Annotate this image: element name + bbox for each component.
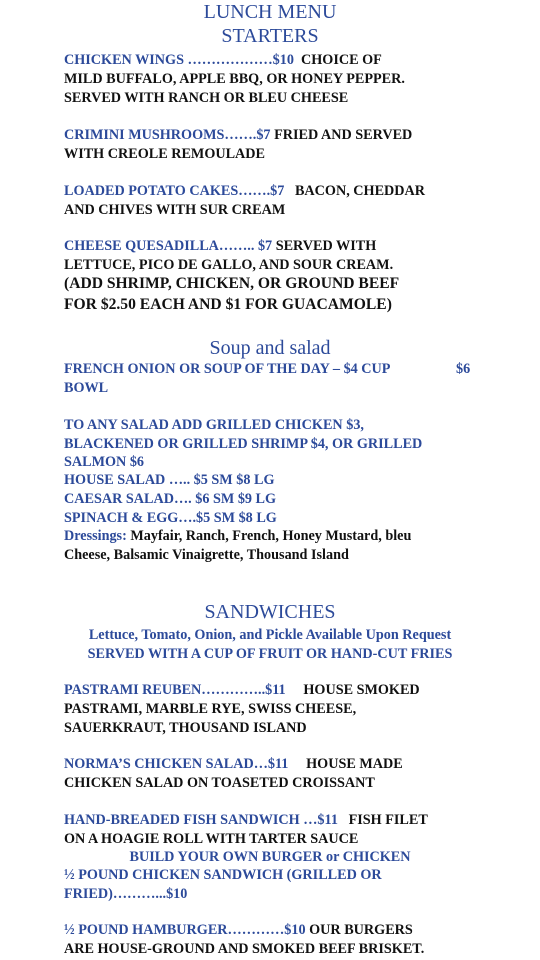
item-description: SERVED WITH RANCH OR BLEU CHEESE: [64, 90, 349, 106]
item-description: AND CHIVES WITH SUR CREAM: [64, 202, 286, 218]
item-name-price: LOADED POTATO CAKES…….$7: [64, 183, 285, 199]
menu-item-loaded-potato-cakes: [64, 182, 425, 200]
sandwiches-note: Lettuce, Tomato, Onion, and Pickle Available Upon Request: [88, 627, 452, 643]
dressings-label: Dressings:: [64, 528, 127, 544]
menu-item-crimini-mushrooms: [64, 126, 412, 144]
item-description: HOUSE MADE: [306, 756, 403, 772]
dressings-list: Mayfair, Ranch, French, Honey Mustard, bleu: [130, 528, 412, 544]
menu-item-cheese-quesadilla: [64, 237, 376, 255]
build-your-own-heading: BUILD YOUR OWN BURGER or CHICKEN: [129, 849, 411, 865]
soup-bowl-price: $6: [456, 361, 471, 377]
item-name-price: HAND-BREADED FISH SANDWICH …$11: [64, 812, 338, 828]
salad-item: HOUSE SALAD ….. $5 SM $8 LG: [64, 472, 275, 488]
item-name-price: NORMA’S CHICKEN SALAD…$11: [64, 756, 289, 772]
chicken-sandwich-line: ½ POUND CHICKEN SANDWICH (GRILLED OR: [64, 867, 382, 883]
item-description: ON A HOAGIE ROLL WITH TARTER SAUCE: [64, 831, 359, 847]
item-name-price: CRIMINI MUSHROOMS…….$7: [64, 127, 271, 143]
sandwiches-note: SERVED WITH A CUP OF FRUIT OR HAND-CUT FRIES: [87, 646, 453, 662]
menu-item-normas-chicken-salad: [64, 755, 403, 773]
salad-add-on: SALMON $6: [64, 454, 145, 470]
chicken-sandwich-line: FRIED)………...$10: [64, 886, 188, 902]
salad-add-on: TO ANY SALAD ADD GRILLED CHICKEN $3,: [64, 417, 364, 433]
soup-salad-heading: Soup and salad: [209, 337, 331, 359]
item-description: SERVED WITH: [275, 238, 377, 254]
sandwiches-heading: SANDWICHES: [204, 601, 336, 623]
dressings-line: [64, 527, 411, 545]
dressings-list: Cheese, Balsamic Vinaigrette, Thousand Island: [64, 547, 349, 563]
soup-line: FRENCH ONION OR SOUP OF THE DAY – $4 CUP: [64, 361, 391, 377]
item-description: BACON, CHEDDAR: [294, 183, 426, 199]
item-name-price: CHICKEN WINGS ………………$10: [64, 52, 294, 68]
item-description: ARE HOUSE-GROUND AND SMOKED BEEF BRISKET.: [64, 941, 425, 957]
item-description: FISH FILET: [348, 812, 428, 828]
soup-line: BOWL: [64, 380, 109, 396]
item-description: FRIED AND SERVED: [274, 127, 413, 143]
menu-item-chicken-wings: [64, 51, 382, 69]
item-description: (ADD SHRIMP, CHICKEN, OR GROUND BEEF: [64, 275, 400, 292]
item-name-price: CHEESE QUESADILLA…….. $7: [64, 238, 273, 254]
salad-item: SPINACH & EGG….$5 SM $8 LG: [64, 510, 277, 526]
item-description: LETTUCE, PICO DE GALLO, AND SOUR CREAM.: [64, 257, 394, 273]
item-description: HOUSE SMOKED: [303, 682, 420, 698]
item-name-price: ½ POUND HAMBURGER…………$10: [64, 922, 306, 938]
item-name-price: PASTRAMI REUBEN…………..$11: [64, 682, 286, 698]
menu-item-hamburger: [64, 921, 413, 939]
item-description: FOR $2.50 EACH AND $1 FOR GUACAMOLE): [64, 296, 392, 313]
item-description: PASTRAMI, MARBLE RYE, SWISS CHEESE,: [64, 701, 357, 717]
menu-item-pastrami-reuben: [64, 681, 420, 699]
item-description: CHICKEN SALAD ON TOASETED CROISSANT: [64, 775, 375, 791]
salad-item: CAESAR SALAD…. $6 SM $9 LG: [64, 491, 277, 507]
item-description: MILD BUFFALO, APPLE BBQ, OR HONEY PEPPER.: [64, 71, 405, 87]
item-description: OUR BURGERS: [309, 922, 413, 938]
item-description: WITH CREOLE REMOULADE: [64, 146, 266, 162]
starters-heading: STARTERS: [221, 25, 319, 47]
item-description: SAUERKRAUT, THOUSAND ISLAND: [64, 720, 307, 736]
lunch-menu-heading: LUNCH MENU: [203, 1, 337, 23]
item-description: CHOICE OF: [301, 52, 382, 68]
salad-add-on: BLACKENED OR GRILLED SHRIMP $4, OR GRILLED: [64, 436, 423, 452]
menu-item-fish-sandwich: [64, 811, 428, 829]
